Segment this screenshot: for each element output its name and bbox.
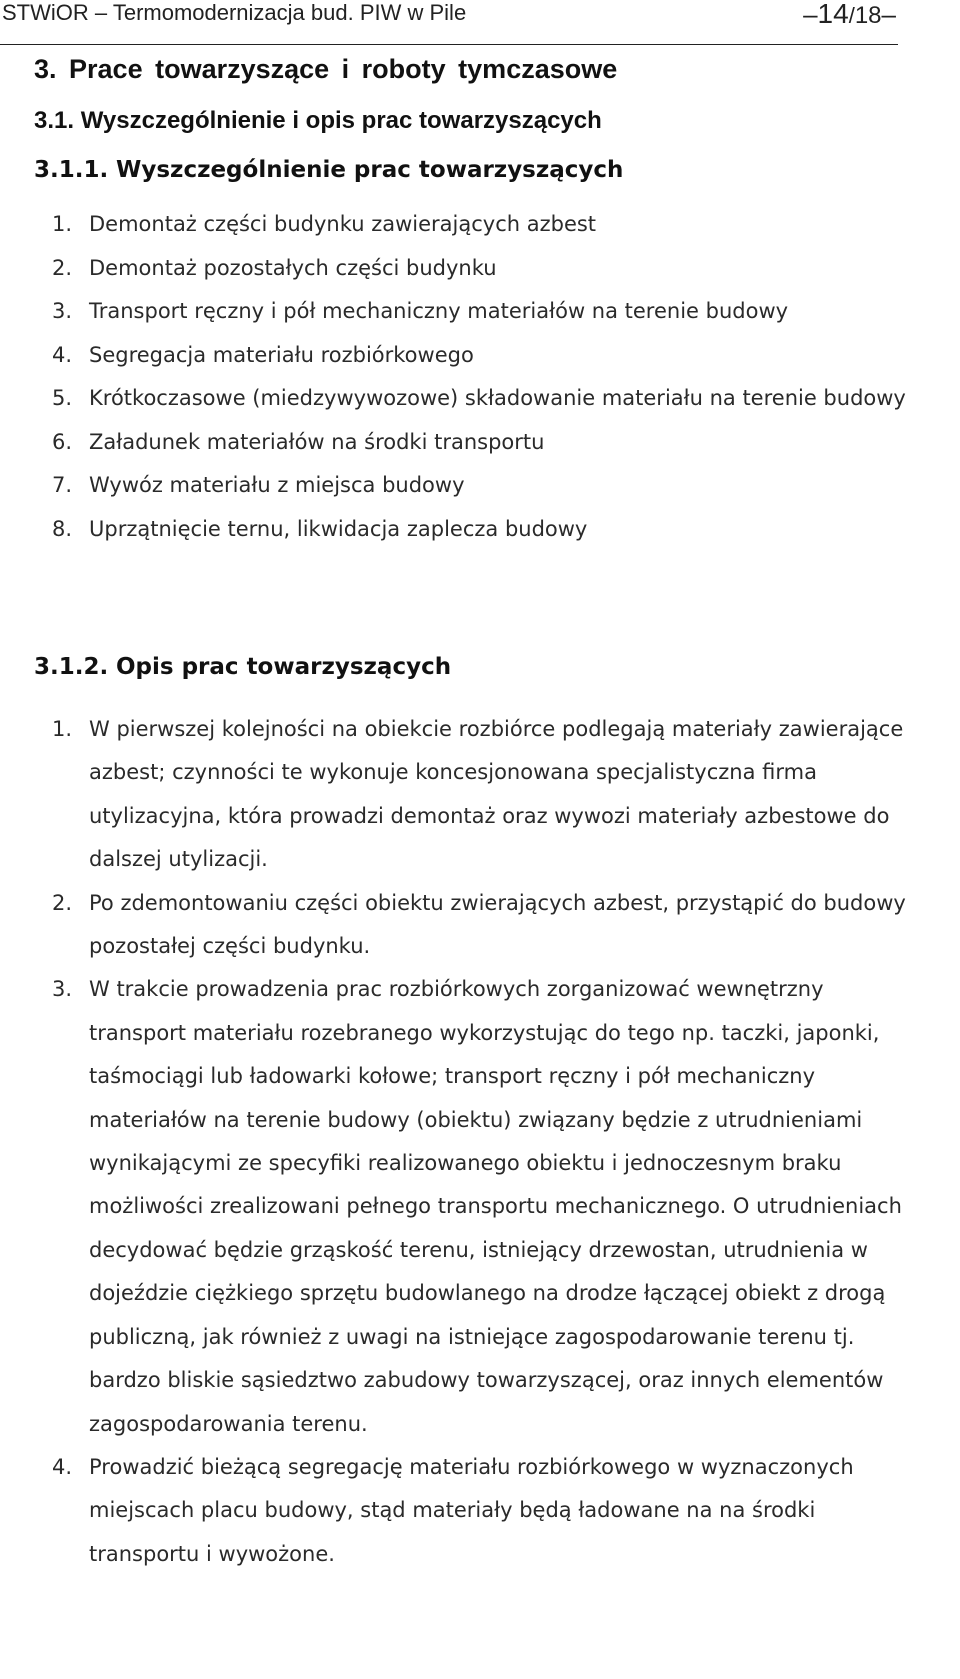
subsubsection-number: 3.1.1. (34, 157, 109, 183)
item-number: 1. (52, 212, 73, 236)
page-current: 14 (817, 0, 849, 29)
subsubsection-title: Opis prac towarzyszących (116, 654, 452, 680)
item-text: Segregacja materiału rozbiórkowego (89, 342, 474, 367)
list-item (52, 377, 912, 421)
item-number: 7. (52, 473, 73, 497)
item-number: 2. (52, 255, 73, 280)
item-number: 3. (52, 299, 73, 323)
page-number (803, 0, 896, 30)
item-text: W trakcie prowadzenia prac rozbiórkowych zorganizować wewnętrzny transport materiału rozebranego wykorzystując do tego np. taczki, japonki, taśmociągi lub ładowarki kołowe; transport ręczny i pół mechaniczny materiałów na terenie budowy (obiektu) związany będzie z utrudnieniami wynikającymi ze specyfiki realizowanego obiektu i jednoczesnym braku możliwości zrealizowani pełnego transportu mechanicznego. O utrudnieniach decydować będzie grząskość terenu, istniejący drzewostan, utrudnienia w dojeździe ciężkiego sprzętu budowlanego na drodze łączącej obiekt z drogą publiczną, jak również z uwagi na istniejące zagospodarowanie terenu tj. bardzo bliskie sąsiedztwo zabudowy towarzyszącej, oraz innych elementów zagospodarowania terenu. (89, 977, 902, 1436)
page-dash-before: – (803, 0, 818, 29)
item-number: 4. (52, 342, 73, 367)
list-item (52, 247, 912, 291)
item-number: 5. (52, 386, 73, 410)
section-title: 3. Prace towarzyszące i roboty tymczasowe (34, 54, 618, 84)
page-header (0, 0, 898, 45)
list-item (52, 708, 912, 882)
page-total: 18 (854, 2, 882, 29)
item-text: Transport ręczny i pół mechaniczny materiałów na terenie budowy (89, 299, 789, 323)
subsubsection-heading-1 (34, 157, 623, 183)
item-text: Uprzątnięcie ternu, likwidacja zaplecza budowy (89, 516, 588, 541)
list-item (52, 1446, 912, 1576)
item-text: Po zdemontowaniu części obiektu zwierających azbest, przystąpić do budowy pozostałej części budynku. (89, 890, 906, 959)
item-text: Demontaż pozostałych części budynku (89, 255, 497, 280)
list-item (52, 882, 912, 969)
subsubsection-number: 3.1.2. (34, 654, 109, 680)
list-item (52, 464, 912, 508)
item-text: Wywóz materiału z miejsca budowy (89, 473, 465, 497)
subsubsection-title: Wyszczególnienie prac towarzyszących (116, 157, 624, 183)
item-number: 1. (52, 717, 73, 741)
page-separator: / (848, 3, 855, 28)
document-title: STWiOR – Termomodernizacja bud. PIW w Pile (2, 0, 467, 25)
item-number: 2. (52, 890, 73, 915)
list-item (52, 421, 912, 465)
list-item (52, 508, 912, 552)
item-text: Krótkoczasowe (miedzywywozowe) składowanie materiału na terenie budowy (89, 386, 906, 410)
subsubsection-heading-2 (34, 654, 451, 680)
subsection-title: 3.1. Wyszczególnienie i opis prac towarzyszących (34, 107, 602, 134)
works-list (52, 203, 912, 551)
list-item (52, 968, 912, 1445)
list-item (52, 334, 912, 378)
item-text: W pierwszej kolejności na obiekcie rozbiórce podlegają materiały zawierające azbest; czynności te wykonuje koncesjonowana specjalistyczna firma utylizacyjna, która prowadzi demontaż oraz wywozi materiały azbestowe do dalszej utylizacji. (89, 717, 904, 872)
item-number: 3. (52, 977, 73, 1002)
item-text: Prowadzić bieżącą segregację materiału rozbiórkowego w wyznaczonych miejscach placu budowy, stąd materiały będą ładowane na na środki transportu i wywożone. (89, 1454, 854, 1566)
item-number: 4. (52, 1454, 73, 1479)
list-item (52, 290, 912, 334)
page-dash-after: – (881, 0, 896, 29)
item-text: Demontaż części budynku zawierających azbest (89, 212, 597, 236)
item-number: 8. (52, 516, 73, 541)
works-description-list (52, 708, 912, 1576)
item-text: Załadunek materiałów na środki transportu (89, 429, 545, 454)
item-number: 6. (52, 429, 73, 454)
list-item (52, 203, 912, 247)
